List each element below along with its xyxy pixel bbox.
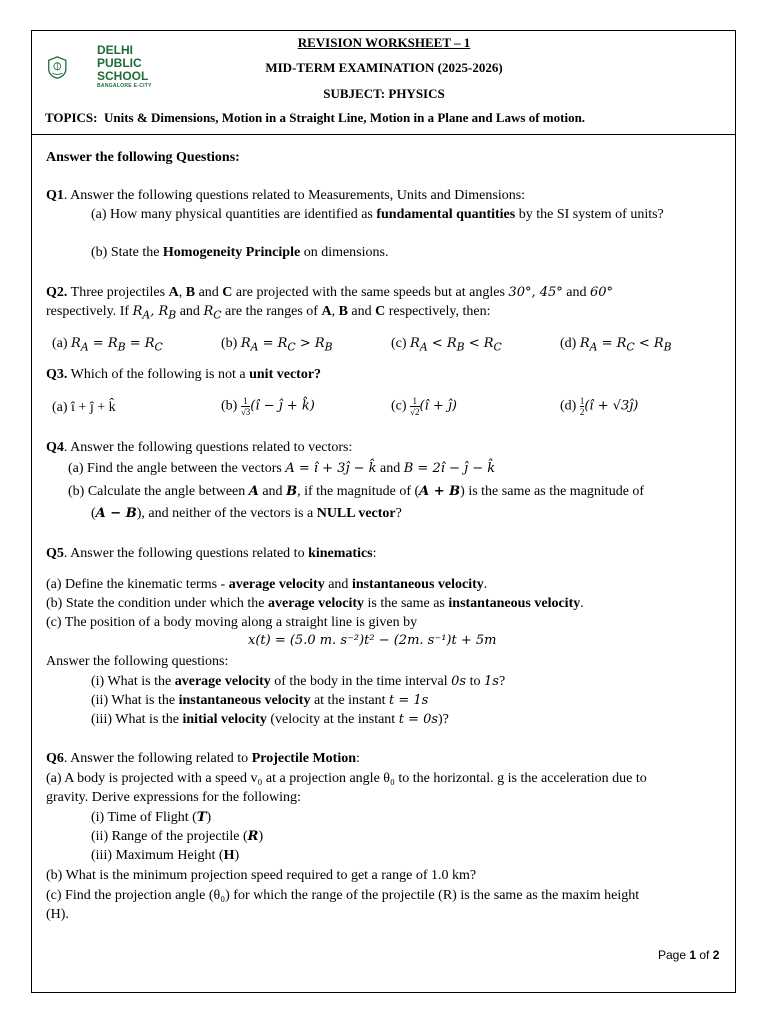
q6-a-line2: gravity. Derive expressions for the following: [46,790,301,805]
worksheet-title: REVISION WORKSHEET – 1 [297,35,471,50]
header-divider [31,134,736,135]
q4-stem: Q4. Answer the following questions related to vectors: [46,440,353,455]
q5-c: (c) The position of a body moving along a straight line is given by [46,615,418,630]
subject-title: SUBJECT: PHYSICS [323,86,445,101]
q6-a-ii: (ii) Range of the projectile (R) [91,829,264,844]
q6-stem: Q6. Answer the following related to Projectile Motion: [46,751,360,766]
q3-option-c: (c) $\frac{1}{√2}$ (î + ĵ) [391,396,457,417]
q3-option-b: (b) $\frac{1}{√3}$ (î − ĵ + k̂) [221,396,315,417]
q5-b: (b) State the condition under which the average velocity is the same as instantaneous velocity. [46,596,584,611]
q2-option-b: (b) $R_A = R_C > R_B$ [221,336,333,354]
exam-title: MID-TERM EXAMINATION (2025-2026) [265,60,503,75]
q3-stem: Q3. Which of the following is not a unit vector? [46,367,322,382]
q6-c-line2: (H). [46,907,69,922]
q5-iii: (iii) What is the initial velocity (velocity at the instant t = 0s)? [91,712,449,727]
q6-b: (b) What is the minimum projection speed required to get a range of 1.0 km? [46,868,477,883]
q5-ii: (ii) What is the instantaneous velocity at the instant t = 1s [91,693,429,708]
q2-stem: Q2. Three projectiles A, B and C are projected with the same speeds but at angles 30°, 45° and 60° [46,285,614,300]
q3-option-a: (a) î + ĵ + k̂ [52,400,116,415]
q5-i: (i) What is the average velocity of the body in the time interval 0s to 1s? [91,674,506,689]
q5-equation: x(t) = (5.0 m. s⁻²)t² − (2m. s⁻¹)t + 5m [248,633,497,648]
q6-c-line1: (c) Find the projection angle (θ₀) for which the range of the projectile (R) is the same as the maxim height [46,888,640,903]
q6-a-i: (i) Time of Flight (T) [91,810,212,825]
page-number: Page 1 of 2 [658,948,720,962]
q4-b: (b) Calculate the angle between A and B, if the magnitude of (A + B) is the same as the magnitude of [68,484,645,499]
q5-stem: Q5. Answer the following questions related to kinematics: [46,546,377,561]
q6-a-iii: (iii) Maximum Height (H) [91,848,240,863]
q2-option-a: (a) $R_A = R_B = R_C$ [52,336,163,354]
q3-option-d: (d) $\frac{1}{2}$ (î + √3ĵ) [560,396,639,417]
q1-a: (a) How many physical quantities are identified as fundamental quantities by the SI system of units? [91,207,664,222]
q5-a: (a) Define the kinematic terms - average velocity and instantaneous velocity. [46,577,488,592]
q4-a: (a) Find the angle between the vectors A = î + 3ĵ − k̂ and B = 2î − ĵ − k̂ [68,461,496,476]
q2-option-c: (c) $R_A < R_B < R_C$ [391,336,502,354]
topics-line: TOPICS: Units & Dimensions, Motion in a Straight Line, Motion in a Plane and Laws of motion. [45,110,586,125]
q1-b: (b) State the Homogeneity Principle on dimensions. [91,245,389,260]
q1-stem: Q1. Answer the following questions related to Measurements, Units and Dimensions: [46,188,526,203]
school-logo-text: DELHI PUBLIC SCHOOL BANGALORE E-CITY [97,43,152,89]
q2-option-d: (d) $R_A = R_C < R_B$ [560,336,672,354]
q4-b-2: (A − B), and neither of the vectors is a NULL vector? [91,506,402,521]
q6-a-line1: (a) A body is projected with a speed v₀ at a projection angle θ₀ to the horizontal. g is the acceleration due to [46,771,647,786]
q5-answer-prompt: Answer the following questions: [46,654,229,669]
q2-stem-2: respectively. If $R_A$, $R_B$ and $R_C$ are the ranges of A, B and C respectively, then: [46,304,491,322]
instruction: Answer the following Questions: [46,150,240,165]
